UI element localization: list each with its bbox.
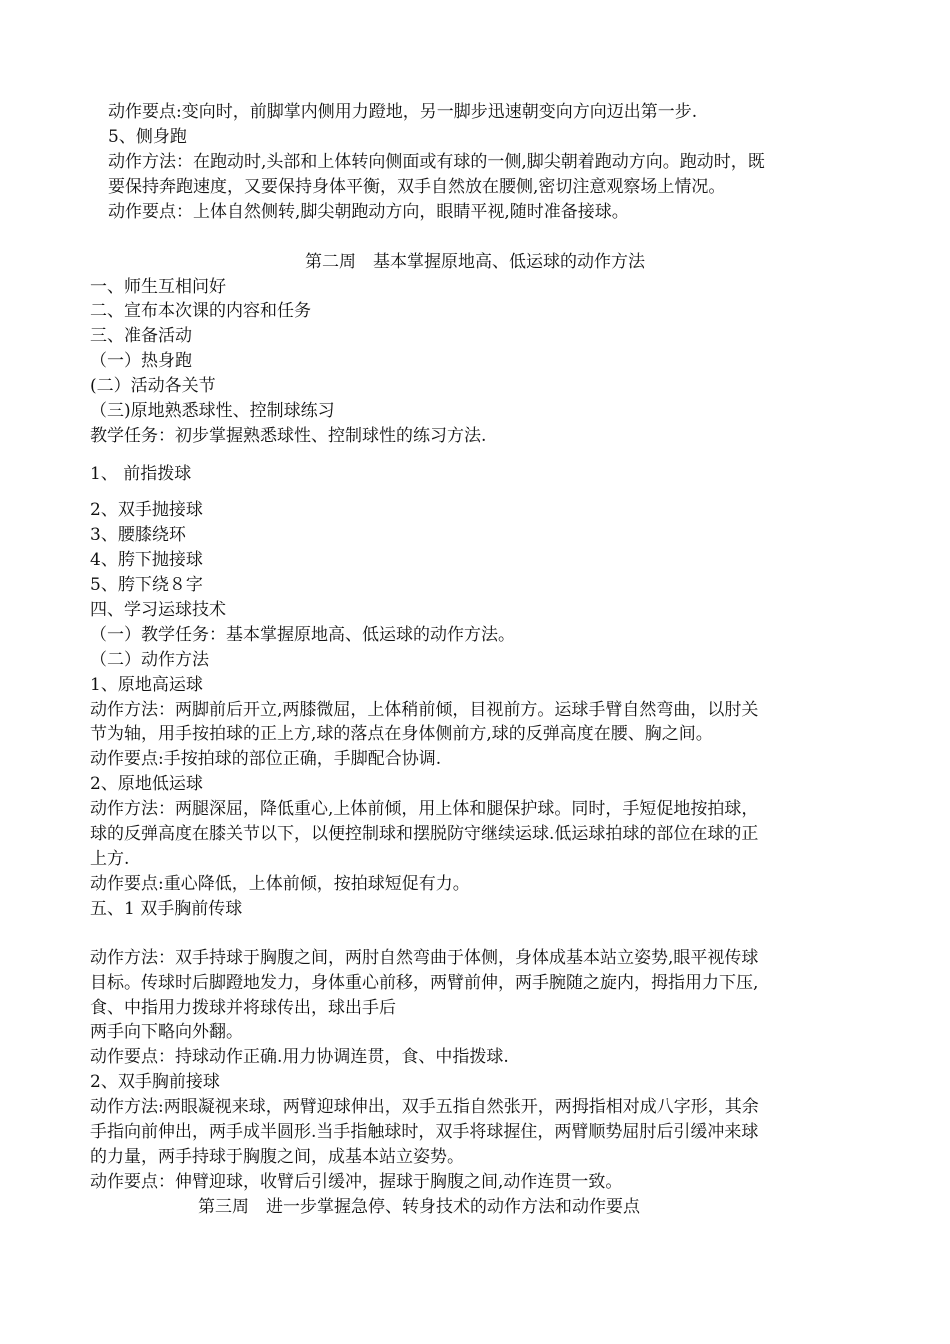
text-line: 五、1 双手胸前传球 [90,899,243,919]
text-line: (二）活动各关节 [90,376,216,396]
text-line: 动作要点:变向时，前脚掌内侧用力蹬地，另一脚步迅速朝变向方向迈出第一步. [108,102,698,122]
text-line: （三)原地熟悉球性、控制球练习 [90,401,335,421]
text-line: 手指向前伸出，两手成半圆形.当手指触球时，双手将球握住，两臂顺势屈肘后引缓冲来球 [90,1122,759,1142]
text-line: 2、原地低运球 [90,774,203,794]
list-item: 2、双手抛接球 [90,500,203,520]
text-line: （一）教学任务：基本掌握原地高、低运球的动作方法。 [90,625,515,645]
text-line: 四、学习运球技术 [90,600,226,620]
text-line: （二）动作方法 [90,650,209,670]
text-line: 两手向下略向外翻。 [90,1022,243,1042]
text-line: 要保持奔跑速度，又要保持身体平衡，双手自然放在腰侧,密切注意观察场上情况。 [108,177,726,197]
text-line: 动作要点：持球动作正确.用力协调连贯，食、中指拨球. [90,1047,509,1067]
text-line: 动作要点:手按拍球的部位正确，手脚配合协调. [90,749,442,769]
text-line: 节为轴，用手按拍球的正上方,球的落点在身体侧前方,球的反弹高度在腰、胸之间。 [90,724,713,744]
text-line: 三、准备活动 [90,326,192,346]
text-line: 的力量，两手持球于胸腹之间，成基本站立姿势。 [90,1147,464,1167]
text-line: 上方. [90,849,130,869]
text-line: 球的反弹高度在膝关节以下，以便控制球和摆脱防守继续运球.低运球拍球的部位在球的正 [90,824,759,844]
text-line: 二、宣布本次课的内容和任务 [90,301,311,321]
text-line: 教学任务：初步掌握熟悉球性、控制球性的练习方法. [90,426,487,446]
text-line: 一、师生互相问好 [90,277,226,297]
text-line: 动作方法:两眼凝视来球，两臂迎球伸出，双手五指自然张开，两拇指相对成八字形，其余 [90,1097,759,1117]
section-heading: 第二周 基本掌握原地高、低运球的动作方法 [305,252,645,272]
list-item: 5、胯下绕８字 [90,575,203,595]
list-item: 1、 前指拨球 [90,464,192,484]
list-item: 4、胯下抛接球 [90,550,203,570]
text-line: 2、双手胸前接球 [90,1072,220,1092]
text-line: 食、中指用力拨球并将球传出，球出手后 [90,998,396,1018]
text-line: （一）热身跑 [90,351,192,371]
text-line: 5、侧身跑 [108,127,187,147]
text-line: 动作要点:重心降低，上体前倾，按拍球短促有力。 [90,874,470,894]
section-heading: 第三周 进一步掌握急停、转身技术的动作方法和动作要点 [198,1197,640,1217]
text-line: 目标。传球时后脚蹬地发力，身体重心前移，两臂前伸，两手腕随之旋内，拇指用力下压, [90,973,759,993]
text-line: 动作方法：双手持球于胸腹之间，两肘自然弯曲于体侧，身体成基本站立姿势,眼平视传球 [90,948,759,968]
text-line: 动作方法：在跑动时,头部和上体转向侧面或有球的一侧,脚尖朝着跑动方向。跑动时，既 [108,152,765,172]
text-line: 动作方法：两脚前后开立,两膝微屈，上体稍前倾，目视前方。运球手臂自然弯曲，以肘关 [90,700,759,720]
text-line: 动作要点：上体自然侧转,脚尖朝跑动方向，眼睛平视,随时准备接球。 [108,202,629,222]
text-line: 1、原地高运球 [90,675,203,695]
text-line: 动作要点：伸臂迎球，收臂后引缓冲，握球于胸腹之间,动作连贯一致。 [90,1172,623,1192]
list-item: 3、腰膝绕环 [90,525,186,545]
text-line: 动作方法：两腿深屈，降低重心,上体前倾，用上体和腿保护球。同时，手短促地按拍球， [90,799,759,819]
